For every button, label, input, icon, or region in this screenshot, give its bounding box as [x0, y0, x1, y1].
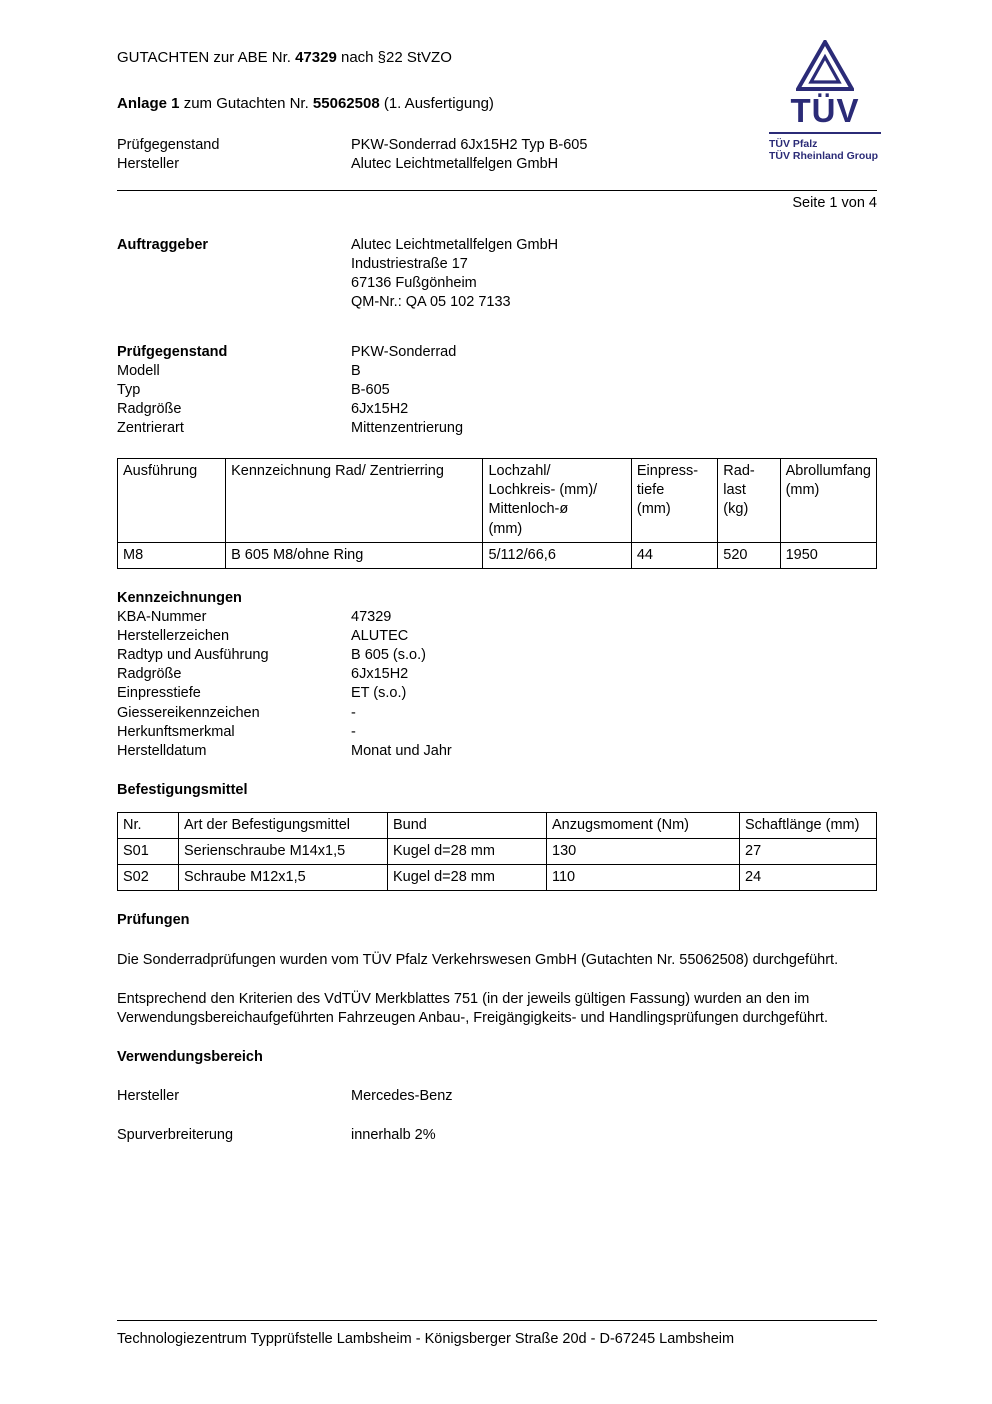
spacer-3 [117, 293, 351, 312]
cell-anzugsmoment-s02: 110 [547, 865, 740, 891]
befestigungsmittel-table [117, 812, 877, 891]
kennzeichnungen-row-3 [117, 665, 877, 684]
auftraggeber-row-2 [117, 274, 877, 293]
th-abrollumfang-l2: (mm) [785, 482, 820, 499]
cell-bund-s01: Kugel d=28 mm [388, 839, 547, 865]
verwendungsbereich-row-0 [117, 1087, 877, 1106]
pruefgegenstand-row-2-value: 6Jx15H2 [351, 400, 409, 417]
pruefgegenstand-row-0-value: B [351, 362, 361, 379]
th-einpresstiefe-l3: (mm) [636, 501, 671, 518]
spacer-1 [117, 255, 351, 274]
auftraggeber-row-0 [117, 236, 877, 255]
pruefgegenstand-row-2-label: Radgröße [117, 400, 182, 417]
th-lochzahl-l3: Mittenloch-ø [488, 501, 569, 518]
pruefgegenstand-row-3-value: Mittenzentrierung [351, 420, 464, 436]
cell-nr-s01: S01 [118, 839, 179, 865]
th-bund: Bund [388, 813, 547, 839]
kennzeichnungen-row-5-label: Giessereikennzeichen [117, 704, 260, 721]
kennzeichnungen-row-7-value: Monat und Jahr [351, 742, 452, 759]
cell-nr-s02: S02 [118, 865, 179, 891]
gutachten-number: 55062508 [312, 94, 380, 112]
header-hersteller-value: Alutec Leichtmetallfelgen GmbH [351, 155, 559, 172]
kennzeichnungen-title: Kennzeichnungen [117, 589, 242, 606]
kennzeichnungen-row-0-value: 47329 [351, 608, 392, 625]
th-ausfuehrung: Ausführung [118, 459, 226, 543]
page-indicator: Seite 1 von 4 [792, 195, 877, 211]
wheel-spec-table [117, 458, 877, 569]
table-row [118, 865, 877, 891]
th-radlast-l2: last [723, 482, 746, 499]
kennzeichnungen-row-1-value: ALUTEC [351, 628, 409, 644]
pruefgegenstand-value: PKW-Sonderrad [351, 343, 457, 360]
cell-art-s02: Schraube M12x1,5 [179, 865, 388, 891]
pruefungen-paragraph-1: Die Sonderradprüfungen wurden vom TÜV Pfalz Verkehrswesen GmbH (Gutachten Nr. 55062508) durchgeführt. [117, 951, 839, 968]
cell-kennzeichnung: B 605 M8/ohne Ring [226, 542, 483, 568]
cell-einpresstiefe: 44 [631, 542, 717, 568]
th-abrollumfang-l1: Abrollumfang [785, 463, 871, 480]
cell-schaftlaenge-s02: 24 [740, 865, 877, 891]
cell-bund-s02: Kugel d=28 mm [388, 865, 547, 891]
anlage-suffix: (1. Ausfertigung) [379, 94, 494, 112]
kennzeichnungen-row-5-value: - [351, 704, 356, 721]
kennzeichnungen-row-3-label: Radgröße [117, 666, 182, 683]
kennzeichnungen-row-0-label: KBA-Nummer [117, 608, 207, 625]
header-hersteller-label: Hersteller [117, 155, 180, 172]
kennzeichnungen-row-6 [117, 723, 877, 742]
th-lochzahl [483, 459, 631, 543]
verwendungsbereich-row-0-value: Mercedes-Benz [351, 1088, 453, 1104]
auftraggeber-row-3 [117, 293, 877, 312]
th-abrollumfang [780, 459, 876, 543]
th-lochzahl-l4: (mm) [488, 520, 523, 537]
pruefgegenstand-row-1-value: B-605 [351, 381, 390, 398]
header-divider [117, 190, 877, 191]
kennzeichnungen-row-6-value: - [351, 723, 356, 740]
spacer-2 [117, 274, 351, 293]
verwendungsbereich-row-1 [117, 1126, 877, 1145]
document-body [117, 236, 877, 1145]
anlage-line [117, 94, 877, 114]
table-row [118, 542, 877, 568]
pruefungen-paragraph-2: Entsprechend den Kriterien des VdTÜV Merkblattes 751 (in der jeweils gültigen Fassung) wurden an den im Verwendungsbereichaufgeführten Fahrzeugen Anbau-, Freigängigkeits- und Handlingsprüfungen durchgeführt. [117, 990, 828, 1026]
th-einpresstiefe [631, 459, 717, 543]
cell-art-s01: Serienschraube M14x1,5 [179, 839, 388, 865]
pruefgegenstand-row-0-label: Modell [117, 362, 160, 379]
kennzeichnungen-row-4-label: Einpresstiefe [117, 685, 201, 702]
th-radlast [718, 459, 780, 543]
kennzeichnungen-row-7-label: Herstelldatum [117, 742, 207, 759]
kennzeichnungen-row-1-label: Herstellerzeichen [117, 628, 230, 644]
pruefgegenstand-row-3 [117, 419, 877, 438]
auftraggeber-line-0: Alutec Leichtmetallfelgen GmbH [351, 237, 559, 253]
verwendungsbereich-title: Verwendungsbereich [117, 1048, 263, 1065]
befestigungsmittel-header-row [118, 813, 877, 839]
abe-title-suffix: nach §22 StVZO [336, 49, 452, 66]
logo-subtitle-2: TÜV Rheinland Group [769, 150, 879, 163]
table-header-row [118, 459, 877, 543]
pruefgegenstand-label: Prüfgegenstand [117, 343, 228, 360]
header-pruefgegenstand-row [117, 136, 877, 155]
kennzeichnungen-row-1 [117, 627, 877, 646]
befestigungsmittel-title: Befestigungsmittel [117, 781, 248, 798]
logo-subtitle-1: TÜV Pfalz [769, 138, 818, 150]
anlage-label: Anlage 1 [117, 94, 180, 112]
auftraggeber-line-1: Industriestraße 17 [351, 256, 468, 273]
verwendungsbereich-row-1-label: Spurverbreiterung [117, 1127, 234, 1144]
th-lochzahl-l2: Lochkreis- (mm)/ [488, 482, 598, 499]
th-lochzahl-l1: Lochzahl/ [488, 463, 551, 480]
th-anzugsmoment: Anzugsmoment (Nm) [547, 813, 740, 839]
kennzeichnungen-row-3-value: 6Jx15H2 [351, 666, 409, 683]
th-einpresstiefe-l1: Einpress- [636, 463, 699, 480]
kennzeichnungen-row-0 [117, 608, 877, 627]
footer-address: Technologiezentrum Typprüfstelle Lambsheim - Königsberger Straße 20d - D-67245 Lambsheim [117, 1331, 735, 1347]
cell-abrollumfang: 1950 [780, 542, 876, 568]
th-einpresstiefe-l2: tiefe [636, 482, 665, 499]
pruefgegenstand-row-2 [117, 400, 877, 419]
pruefgegenstand-row-main [117, 343, 877, 362]
abe-title [117, 48, 877, 68]
kennzeichnungen-row-5 [117, 704, 877, 723]
abe-number: 47329 [295, 49, 337, 66]
th-radlast-l1: Rad- [723, 463, 755, 480]
th-kennzeichnung: Kennzeichnung Rad/ Zentrierring [226, 459, 483, 543]
pruefgegenstand-row-3-label: Zentrierart [117, 420, 184, 436]
pruefgegenstand-row-0 [117, 362, 877, 381]
cell-radlast: 520 [718, 542, 780, 568]
verwendungsbereich-row-0-label: Hersteller [117, 1088, 180, 1104]
pruefgegenstand-row-1 [117, 381, 877, 400]
cell-ausfuehrung: M8 [118, 542, 226, 568]
header-pruefgegenstand-value: PKW-Sonderrad 6Jx15H2 Typ B-605 [351, 136, 588, 153]
auftraggeber-line-3: QM-Nr.: QA 05 102 7133 [351, 294, 511, 311]
verwendungsbereich-row-1-value: innerhalb 2% [351, 1127, 436, 1144]
th-art: Art der Befestigungsmittel [179, 813, 388, 839]
kennzeichnungen-row-2 [117, 646, 877, 665]
abe-title-prefix: GUTACHTEN zur ABE Nr. [117, 49, 296, 66]
pruefgegenstand-row-1-label: Typ [117, 381, 141, 398]
anlage-mid: zum Gutachten Nr. [179, 94, 313, 112]
footer-divider [117, 1320, 877, 1321]
kennzeichnungen-row-4 [117, 684, 877, 703]
kennzeichnungen-row-6-label: Herkunftsmerkmal [117, 723, 235, 740]
document-content [117, 48, 877, 174]
header-pruefgegenstand-label: Prüfgegenstand [117, 136, 220, 153]
kennzeichnungen-row-4-value: ET (s.o.) [351, 685, 407, 702]
tuv-wordmark: TÜV [790, 92, 860, 129]
cell-anzugsmoment-s01: 130 [547, 839, 740, 865]
cell-schaftlaenge-s01: 27 [740, 839, 877, 865]
th-nr: Nr. [118, 813, 179, 839]
header-hersteller-row [117, 155, 877, 174]
auftraggeber-label: Auftraggeber [117, 237, 209, 253]
th-radlast-l3: (kg) [723, 501, 749, 518]
kennzeichnungen-row-7 [117, 742, 877, 761]
kennzeichnungen-row-2-value: B 605 (s.o.) [351, 647, 426, 664]
th-schaftlaenge: Schaftlänge (mm) [740, 813, 877, 839]
pruefungen-title: Prüfungen [117, 912, 190, 929]
auftraggeber-line-2: 67136 Fußgönheim [351, 275, 477, 292]
cell-lochzahl: 5/112/66,6 [483, 542, 631, 568]
auftraggeber-row-1 [117, 255, 877, 274]
table-row [118, 839, 877, 865]
kennzeichnungen-row-2-label: Radtyp und Ausführung [117, 647, 269, 664]
